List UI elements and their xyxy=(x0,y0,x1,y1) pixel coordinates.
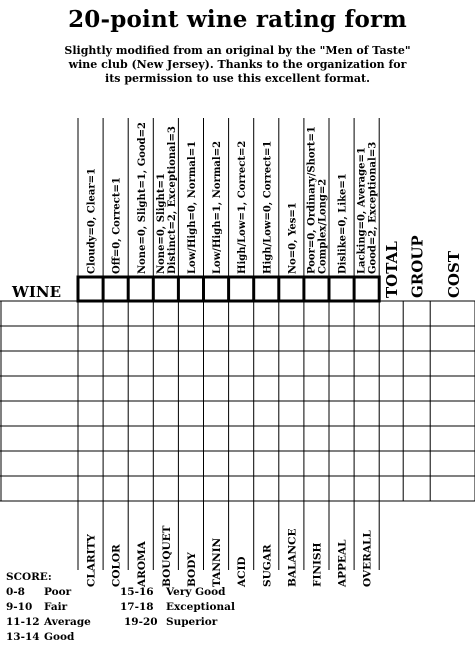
score-label: Superior xyxy=(166,616,218,628)
score-label: Fair xyxy=(44,601,68,613)
criterion-name: BODY xyxy=(185,552,198,587)
wine-column-label: WINE xyxy=(12,283,62,301)
criterion-name: COLOR xyxy=(110,544,123,587)
criterion-scale: Good=2, Exceptional=3 xyxy=(367,141,379,274)
criterion-scale: Low/High=1, Normal=2 xyxy=(212,140,224,274)
criterion-scale: Low/High=0, Normal=1 xyxy=(186,140,198,274)
score-label: Poor xyxy=(44,586,72,598)
score-label: Good xyxy=(44,631,75,643)
score-range: 9-10 xyxy=(6,601,33,613)
criterion-scale: Dislike=0, Like=1 xyxy=(337,173,349,274)
criterion-scale: Off=0, Correct=1 xyxy=(111,177,123,274)
score-heading: SCORE: xyxy=(6,571,52,583)
summary-column-label: TOTAL xyxy=(383,241,402,298)
summary-column-label: GROUP xyxy=(408,235,427,298)
score-range: 17-18 xyxy=(120,601,154,613)
subtitle-line: Slightly modified from an original by the "Men of Taste" xyxy=(64,44,411,57)
criterion-name: TANNIN xyxy=(211,537,224,587)
criterion-scale: None=0, Slight=1 xyxy=(155,173,167,274)
criterion-scale: Complex/Long=2 xyxy=(317,178,329,274)
criterion-scale: None=0, Slight=1, Good=2 xyxy=(136,122,148,274)
criterion-scale: Poor=0, Ordinary/Short=1 xyxy=(306,126,318,274)
criterion-name: APPEAL xyxy=(336,539,349,587)
criterion-name: OVERALL xyxy=(361,530,374,587)
score-range: 15-16 xyxy=(120,586,154,598)
score-label: Exceptional xyxy=(166,601,235,613)
score-range: 0-8 xyxy=(6,586,25,598)
criterion-scale: Cloudy=0, Clear=1 xyxy=(86,167,98,274)
criterion-name: BOUQUET xyxy=(160,525,173,587)
form-title: 20-point wine rating form xyxy=(68,6,407,33)
score-range: 13-14 xyxy=(6,631,40,643)
criterion-scale: Distinct=2, Exceptional=3 xyxy=(166,126,178,274)
score-label: Very Good xyxy=(166,586,226,598)
score-label: Average xyxy=(44,616,91,628)
criterion-scale: High/Low=0, Correct=1 xyxy=(262,140,274,274)
criterion-name: AROMA xyxy=(135,541,148,587)
subtitle-line: its permission to use this excellent format. xyxy=(105,72,370,85)
criterion-name: FINISH xyxy=(311,542,324,587)
criterion-name: CLARITY xyxy=(85,534,98,587)
criterion-scale: No=0, Yes=1 xyxy=(287,202,299,274)
criterion-name: ACID xyxy=(236,556,249,587)
subtitle-line: wine club (New Jersey). Thanks to the organization for xyxy=(68,58,407,71)
criterion-scale: Lacking=0, Average=1 xyxy=(356,147,368,274)
criterion-name: SUGAR xyxy=(261,544,274,587)
summary-column-label: COST xyxy=(445,251,464,298)
score-range: 19-20 xyxy=(124,616,158,628)
criterion-name: BALANCE xyxy=(286,528,299,587)
criterion-scale: High/Low=1, Correct=2 xyxy=(237,140,249,274)
score-range: 11-12 xyxy=(6,616,40,628)
